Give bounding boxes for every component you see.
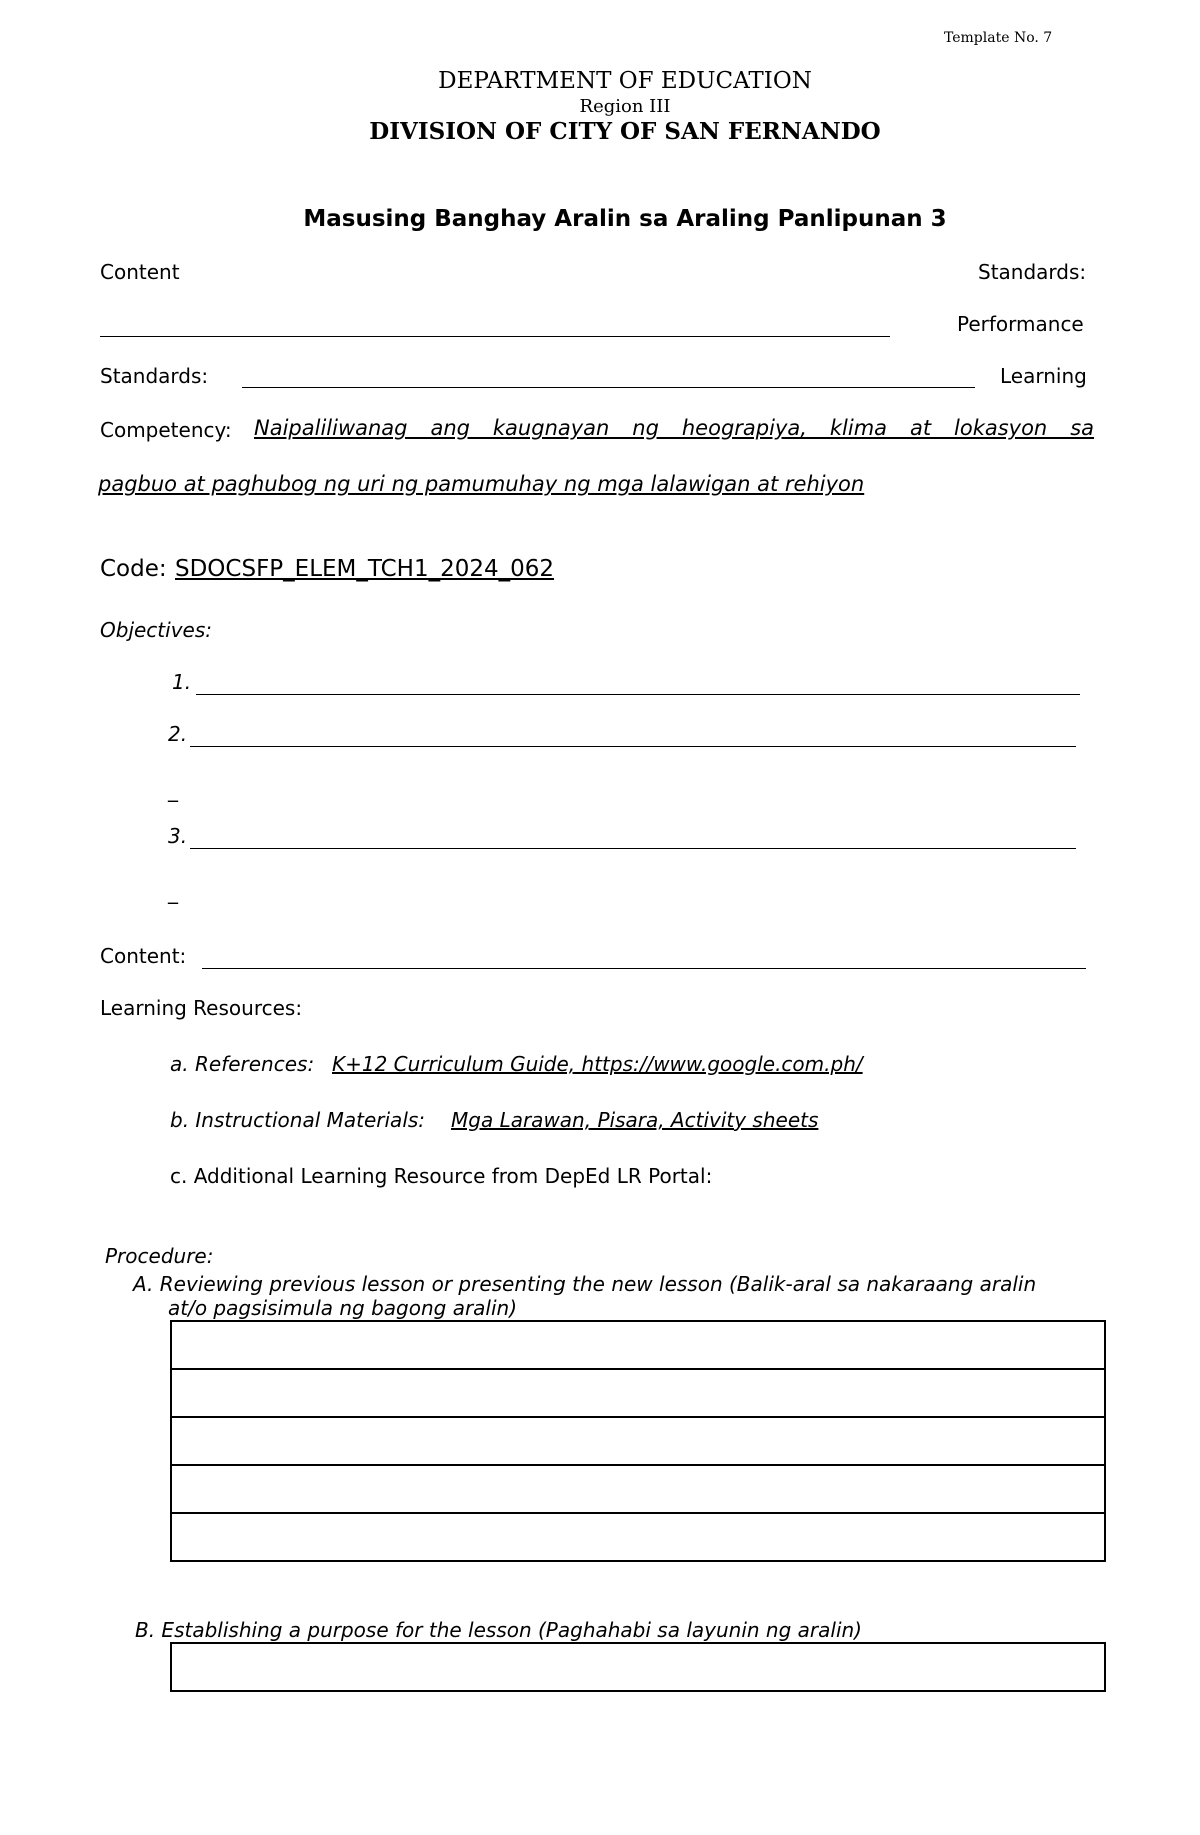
standards-label: Standards: (978, 260, 1087, 284)
objective-blank-1 (196, 694, 1080, 695)
table-row-divider (172, 1512, 1104, 1514)
table-row-divider (172, 1368, 1104, 1370)
objective-number-3: 3. (168, 824, 188, 848)
objectives-label: Objectives: (100, 618, 212, 642)
code-label: Code: (100, 556, 167, 582)
table-row-divider (172, 1464, 1104, 1466)
learning-resources-label: Learning Resources: (100, 996, 303, 1020)
division-heading: DIVISION OF CITY OF SAN FERNANDO (369, 118, 881, 145)
department-heading: DEPARTMENT OF EDUCATION (438, 68, 812, 94)
procedure-label: Procedure: (105, 1244, 214, 1268)
content-label: Content (100, 260, 180, 284)
objective-number-2: 2. (168, 722, 188, 746)
additional-resources-label: c. Additional Learning Resource from DepEd LR Portal: (170, 1164, 713, 1188)
materials-label: b. Instructional Materials: (170, 1108, 426, 1132)
objective-blank-3 (190, 848, 1076, 849)
performance-standards-blank (242, 387, 975, 388)
procedure-a-line-2: at/o pagsisimula ng bagong aralin) (168, 1296, 518, 1320)
procedure-a-line-1: A. Reviewing previous lesson or presenting the new lesson (Balik-aral sa nakaraang aralin (133, 1272, 1037, 1296)
materials-value: Mga Larawan, Pisara, Activity sheets (451, 1108, 819, 1132)
learning-label: Learning (1000, 364, 1087, 388)
content-label-field: Content: (100, 944, 187, 968)
objective-blank-2 (190, 746, 1076, 747)
procedure-a-table (170, 1320, 1106, 1562)
table-row-divider (172, 1416, 1104, 1418)
content-standards-blank (100, 336, 890, 337)
competency-label: Competency: (100, 418, 232, 442)
content-blank (202, 968, 1086, 969)
performance-label: Performance (957, 312, 1084, 336)
standards-label: Standards: (100, 364, 209, 388)
references-value: K+12 Curriculum Guide, https://www.google.com.ph/ (332, 1052, 863, 1076)
code-value: SDOCSFP_ELEM_TCH1_2024_062 (175, 556, 555, 582)
region-heading: Region III (579, 96, 671, 117)
procedure-b-table (170, 1642, 1106, 1692)
objective-number-1: 1. (172, 670, 192, 694)
references-label: a. References: (170, 1052, 315, 1076)
template-number: Template No. 7 (944, 30, 1053, 46)
competency-text-line-2: pagbuo at paghubog ng uri ng pamumuhay ng mga lalawigan at rehiyon (98, 472, 865, 496)
lesson-plan-title: Masusing Banghay Aralin sa Araling Panlipunan 3 (303, 206, 947, 232)
competency-text-line-1: Naipaliliwanag ang kaugnayan ng heograpiya, klima at lokasyon sa (254, 416, 1094, 440)
procedure-b-line: B. Establishing a purpose for the lesson (Paghahabi sa layunin ng aralin) (135, 1618, 862, 1642)
objective-trail-2: _ (168, 778, 178, 802)
objective-trail-3: _ (168, 880, 178, 904)
